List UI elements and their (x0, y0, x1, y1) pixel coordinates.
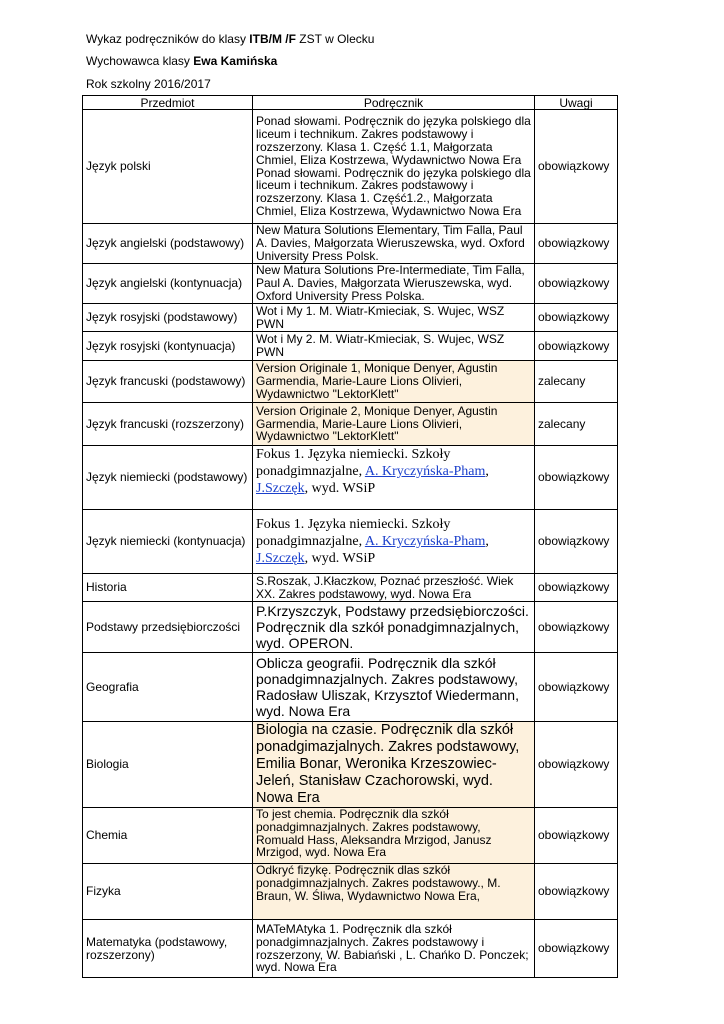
note-cell: obowiązkowy (535, 224, 618, 264)
table-row (83, 574, 618, 602)
author-separator: , (485, 534, 489, 549)
textbook-title: Fokus 1. Języka niemiecki. Szkoły ponadgimnazjalne, (256, 517, 451, 549)
subject-cell: Język niemiecki (podstawowy) (83, 446, 253, 510)
table-row (83, 722, 618, 808)
table-row (83, 510, 618, 574)
textbook-cell: New Matura Solutions Elementary, Tim Falla, Paul A. Davies, Małgorzata Wieruszewska, wyd. Oxford University Press Polsk. (253, 224, 535, 264)
textbook-cell: To jest chemia. Podręcznik dla szkół ponadgimnazjalnych. Zakres podstawowy, Romuald Hass, Aleksandra Mrzigod, Janusz Mrzigod, wyd. Nowa Era (253, 808, 535, 864)
table-row (83, 304, 618, 332)
table-row (83, 403, 618, 446)
textbook-cell: Ponad słowami. Podręcznik do języka polskiego dla liceum i technikum. Zakres podstawowy i rozszerzony. Klasa 1. Część 1.1, Małgorzata Chmiel, Eliza Kostrzewa, Wydawnictwo Nowa Era Ponad słowami. Podręcznik do języka polskiego dla liceum i technikum. Zakres podstawowy i rozszerzony. Klasa 1. Część1.2., Małgorzata Chmiel, Eliza Kostrzewa, Wydawnictwo Nowa Era (253, 110, 535, 224)
note-cell: obowiązkowy (535, 304, 618, 332)
textbook-cell: Odkryć fizykę. Podręcznik dlas szkół ponadgimnazjalnych. Zakres podstawowy., M. Braun, W. Śliwa, Wydawnictwo Nowa Era, (253, 864, 535, 920)
table-row (83, 361, 618, 403)
publisher-text: , wyd. WSiP (304, 551, 376, 566)
note-cell: zalecany (535, 403, 618, 446)
subject-cell: Język francuski (rozszerzony) (83, 403, 253, 446)
column-header-textbook: Podręcznik (253, 96, 535, 110)
note-cell: obowiązkowy (535, 808, 618, 864)
header-line-class (86, 32, 374, 46)
textbook-title: Fokus 1. Języka niemiecki. Szkoły ponadgimnazjalne, (256, 447, 451, 479)
note-cell: obowiązkowy (535, 602, 618, 653)
note-cell: obowiązkowy (535, 864, 618, 920)
subject-cell: Historia (83, 574, 253, 602)
note-cell: obowiązkowy (535, 110, 618, 224)
note-cell: obowiązkowy (535, 332, 618, 361)
table-row (83, 446, 618, 510)
textbook-cell: MATeMAtyka 1. Podręcznik dla szkół ponadgimnazjalnych. Zakres podstawowy i rozszerzony, W. Babiański , L. Chańko D. Ponczek; wyd. Nowa Era (253, 920, 535, 978)
table-row (83, 653, 618, 722)
note-cell: obowiązkowy (535, 653, 618, 722)
subject-cell: Chemia (83, 808, 253, 864)
header-class-suffix: ZST w Olecku (295, 32, 375, 46)
subject-cell: Język angielski (podstawowy) (83, 224, 253, 264)
author-link[interactable]: J.Szczęk (256, 481, 305, 496)
table-row (83, 808, 618, 864)
author-link[interactable]: A. Kryczyńska-Pham (364, 534, 486, 549)
subject-cell: Język rosyjski (kontynuacja) (83, 332, 253, 361)
note-cell: obowiązkowy (535, 722, 618, 808)
subject-cell: Język polski (83, 110, 253, 224)
subject-cell: Język francuski (podstawowy) (83, 361, 253, 403)
textbook-table (82, 95, 618, 978)
table-row (83, 602, 618, 653)
header-tutor-name: Ewa Kamińska (193, 54, 278, 68)
author-link[interactable]: J.Szczęk (256, 551, 305, 566)
note-cell: obowiązkowy (535, 510, 618, 574)
author-link[interactable]: A. Kryczyńska-Pham (364, 464, 486, 479)
subject-cell: Podstawy przedsiębiorczości (83, 602, 253, 653)
subject-cell: Matematyka (podstawowy, rozszerzony) (83, 920, 253, 978)
textbook-cell: New Matura Solutions Pre-Intermediate, Tim Falla, Paul A. Davies, Małgorzata Wieruszewska, wyd. Oxford University Press Polska. (253, 264, 535, 304)
table-row (83, 332, 618, 361)
table-row (83, 864, 618, 920)
note-cell: obowiązkowy (535, 446, 618, 510)
textbook-cell: Version Originale 1, Monique Denyer, Agustin Garmendia, Marie-Laure Lions Olivieri, Wydawnictwo "LektorKlett" (253, 361, 535, 403)
header-class-name: ITB/M /F (249, 32, 296, 46)
textbook-cell: Version Originale 2, Monique Denyer, Agustin Garmendia, Marie-Laure Lions Olivieri, Wydawnictwo "LektorKlett" (253, 403, 535, 446)
header-tutor-prefix: Wychowawca klasy (86, 54, 194, 68)
note-cell: zalecany (535, 361, 618, 403)
subject-cell: Geografia (83, 653, 253, 722)
table-row (83, 224, 618, 264)
subject-cell: Język rosyjski (podstawowy) (83, 304, 253, 332)
table-row (83, 920, 618, 978)
subject-cell: Biologia (83, 722, 253, 808)
subject-cell: Język niemiecki (kontynuacja) (83, 510, 253, 574)
note-cell: obowiązkowy (535, 920, 618, 978)
textbook-cell: Wot i My 2. M. Wiatr-Kmieciak, S. Wujec, WSZ PWN (253, 332, 535, 361)
table-header-row (83, 96, 618, 110)
header-class-prefix: Wykaz podręczników do klasy (86, 32, 250, 46)
table-row (83, 264, 618, 304)
textbook-cell: Wot i My 1. M. Wiatr-Kmieciak, S. Wujec, WSZ PWN (253, 304, 535, 332)
subject-cell: Fizyka (83, 864, 253, 920)
textbook-cell: P.Krzyszczyk, Podstawy przedsiębiorczości. Podręcznik dla szkół ponadgimnazjalnych, wyd. OPERON. (253, 602, 535, 653)
textbook-cell: S.Roszak, J.Kłaczkow, Poznać przeszłość. Wiek XX. Zakres podstawowy, wyd. Nowa Era (253, 574, 535, 602)
textbook-cell: Biologia na czasie. Podręcznik dla szkół ponadgimazjalnych. Zakres podstawowy, Emilia Bonar, Weronika Krzeszowiec-Jeleń, Stanisław Czachorowski, wyd. Nowa Era (253, 722, 535, 808)
note-cell: obowiązkowy (535, 264, 618, 304)
note-cell: obowiązkowy (535, 574, 618, 602)
author-separator: , (485, 464, 489, 479)
textbook-cell (253, 446, 535, 510)
header-line-tutor (86, 54, 277, 68)
table-row (83, 110, 618, 224)
header-school-year: Rok szkolny 2016/2017 (86, 77, 211, 91)
column-header-notes: Uwagi (535, 96, 618, 110)
textbook-cell (253, 510, 535, 574)
column-header-subject: Przedmiot (83, 96, 253, 110)
publisher-text: , wyd. WSiP (304, 481, 376, 496)
subject-cell: Język angielski (kontynuacja) (83, 264, 253, 304)
textbook-cell: Oblicza geografii. Podręcznik dla szkół ponadgimnazjalnych. Zakres podstawowy, Radosław Uliszak, Krzysztof Wiedermann, wyd. Nowa Era (253, 653, 535, 722)
